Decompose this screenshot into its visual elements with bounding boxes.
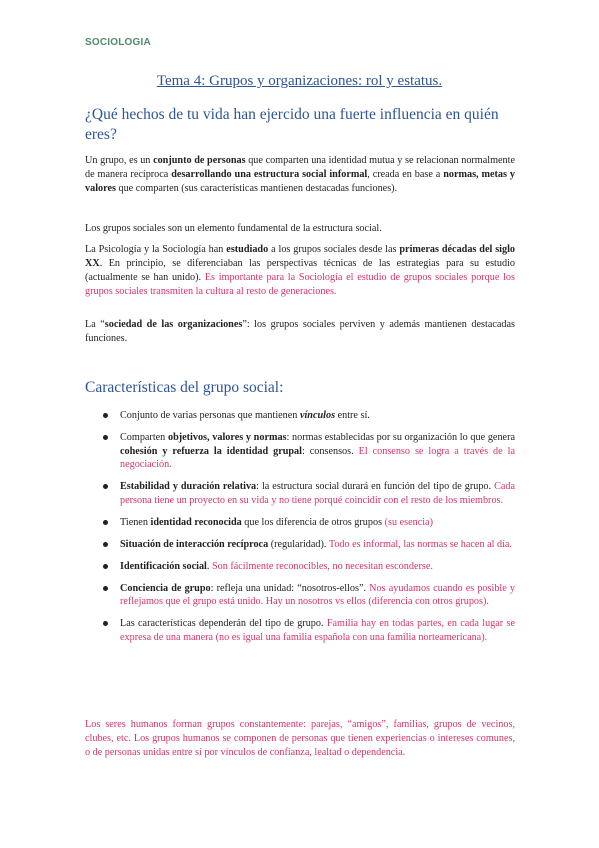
text-run: La Psicología y la Sociología han [85, 244, 227, 255]
bold-run: objetivos, valores y normas [167, 432, 287, 443]
text-run: : la estructura social durará en función del tipo de grupo. [256, 481, 495, 492]
text-run: Las características dependerán del tipo de grupo. [120, 618, 327, 629]
bullet-icon [103, 413, 108, 418]
highlight-run: Son fácilmente reconocibles, no necesitan esconderse. [211, 560, 433, 572]
text-run: . [206, 560, 212, 572]
list-item [85, 431, 515, 472]
text-run: que comparten (sus características mantienen destacadas funciones). [115, 183, 398, 194]
text-run: La “ [85, 319, 105, 330]
text-run: ”: los grupos sociales perviven y además mantienen destacadas funciones. [85, 319, 515, 344]
bullet-icon [103, 621, 108, 626]
list-item [85, 516, 515, 530]
highlight-run: Nos ayudamos cuando es posible y reflejamos que el grupo está unido. Hay un nosotros vs ellos (diferencia con otros grupos). [120, 582, 515, 607]
bullet-icon [103, 542, 108, 547]
section-heading: Características del grupo social: [85, 379, 284, 396]
bold-run: Identificación social [120, 560, 207, 572]
bold-run: cohesión y refuerza la identidad grupal [120, 445, 302, 457]
bold-italic-run: vínculos [299, 410, 336, 421]
text-run: : consensos. [301, 445, 359, 457]
text-run: entre sí. [335, 410, 370, 421]
text-run: , creada en base a [367, 169, 444, 180]
bullet-icon [103, 435, 108, 440]
highlight-run: Todo es informal, las normas se hacen al día. [328, 538, 512, 550]
text-run: . En principio, se diferenciaban las perspectivas técnicas de las estrategias para su estudio (actualmente se han unido). [85, 258, 515, 283]
bold-run: Conciencia de grupo [120, 582, 211, 594]
subject-header: SOCIOLOGIA [85, 37, 151, 48]
question-heading: ¿Qué hechos de tu vida han ejercido una fuerte influencia en quién eres? [85, 106, 499, 143]
bold-run: estudiado [226, 244, 269, 255]
text-run: que los diferencia de otros grupos [241, 516, 385, 528]
list-item [85, 409, 515, 423]
bold-run: normas, metas y valores [85, 169, 515, 194]
bold-run: conjunto de personas [153, 155, 246, 166]
bullet-icon [103, 564, 108, 569]
highlight-run: Cada persona tiene un proyecto en su vida y no tiene porqué coincidir con el resto de los miembros. [120, 481, 515, 506]
list-item [85, 582, 515, 609]
bold-run: primeras décadas del siglo XX [85, 244, 516, 269]
text-run: Comparten [120, 432, 168, 443]
list-item [85, 560, 515, 574]
bold-run: Estabilidad y duración relativa [120, 481, 257, 492]
list-item [85, 480, 515, 507]
text-run: : refleja una unidad: “nosotros-ellos”. [210, 582, 370, 594]
characteristics-list [85, 409, 515, 653]
text-run: Tienen [120, 516, 151, 528]
text-run: a los grupos sociales desde las [268, 244, 400, 255]
text-run: Conjunto de varias personas que mantienen [120, 410, 300, 421]
highlight-run: Es importante para la Sociología el estudio de grupos sociales porque los grupos sociales transmiten la cultura al resto de generaciones. [85, 272, 515, 297]
paragraph-organizations [85, 318, 515, 346]
bold-run: sociedad de las organizaciones [104, 319, 243, 330]
closing-paragraph: Los seres humanos forman grupos constantemente: parejas, “amigos”, familias, grupos de vecinos, clubes, etc. Los grupos humanos se componen de personas que tienen experiencias o intereses comunes, o de personas unidas entre sí por vínculos de confianza, lealtad o dependencia. [85, 719, 515, 758]
bold-run: Situación de interacción recíproca [120, 538, 269, 550]
highlight-run: (su esencia) [384, 516, 433, 528]
paragraph-psychology-sociology [85, 243, 515, 299]
paragraph-group-definition [85, 154, 515, 196]
text-run: : normas establecidas por su organización lo que genera [286, 432, 515, 443]
list-item [85, 538, 515, 552]
text-run: que comparten una identidad mutua y se relacionan normalmente de manera recíproca [85, 155, 515, 180]
text-run: (regularidad). [268, 538, 329, 550]
bullet-icon [103, 484, 108, 489]
highlight-run: El consenso se logra a través de la negociación. [120, 445, 515, 470]
list-item [85, 617, 515, 644]
highlight-run: Familia hay en todas partes, en cada lugar se expresa de una manera (no es igual una familia española con una familia norteamericana). [120, 618, 515, 643]
paragraph-social-structure: Los grupos sociales son un elemento fundamental de la estructura social. [85, 223, 382, 234]
text-run: Un grupo, es un [85, 155, 154, 166]
bold-run: identidad reconocida [150, 516, 242, 528]
bullet-icon [103, 586, 108, 591]
bullet-icon [103, 520, 108, 525]
page-title: Tema 4: Grupos y organizaciones: rol y estatus. [156, 73, 443, 89]
bold-run: desarrollando una estructura social informal [171, 169, 368, 180]
